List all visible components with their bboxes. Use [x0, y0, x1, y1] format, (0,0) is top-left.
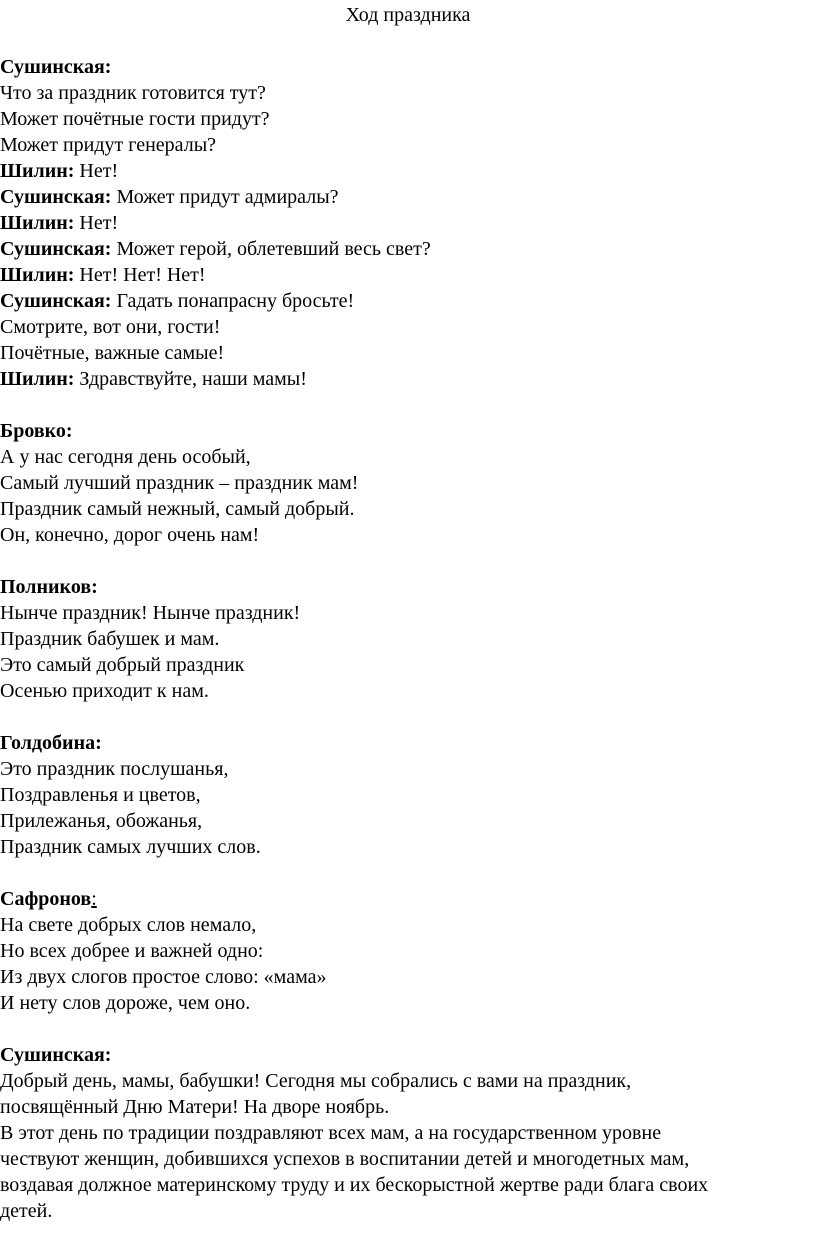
verse-line: Смотрите, вот они, гости! [0, 316, 221, 338]
dialogue-line [0, 236, 790, 262]
speaker-label: Шилин: [0, 368, 75, 390]
paragraph-gap [0, 704, 790, 730]
speaker-line [0, 886, 790, 912]
verse-line: Осенью приходит к нам. [0, 680, 209, 702]
speaker-label: Сушинская: [0, 1044, 112, 1066]
dialogue-text: Нет! [74, 212, 119, 234]
speaker-label: Шилин: [0, 264, 75, 286]
verse-line: Может придут генералы? [0, 134, 217, 156]
speaker-label: Голдобина: [0, 732, 102, 754]
paragraph-gap [0, 392, 790, 418]
verse-block-brovko [0, 418, 790, 548]
verse-line: Что за праздник готовится тут? [0, 82, 266, 104]
speaker-label: Сафронов [0, 888, 92, 910]
verse-block-goldobina [0, 730, 790, 860]
prose-line: чествуют женщин, добившихся успехов в воспитании детей и многодетных мам, [0, 1148, 690, 1170]
prose-block-sushinskaya [0, 1042, 790, 1224]
verse-line: Он, конечно, дорог очень нам! [0, 524, 260, 546]
speaker-label: Сушинская: [0, 56, 112, 78]
speaker-colon: : [91, 888, 97, 910]
verse-line: Праздник самый нежный, самый добрый. [0, 498, 355, 520]
paragraph-gap [0, 1016, 790, 1042]
verse-line: Это самый добрый праздник [0, 654, 245, 676]
verse-line: Нынче праздник! Нынче праздник! [0, 602, 301, 624]
verse-block-polnikov [0, 574, 790, 704]
document-body [0, 54, 790, 1224]
prose-line: Добрый день, мамы, бабушки! Сегодня мы собрались с вами на праздник, [0, 1070, 632, 1092]
verse-line: Почётные, важные самые! [0, 342, 225, 364]
prose-line: посвящённый Дню Матери! На дворе ноябрь. [0, 1096, 390, 1118]
speaker-label: Сушинская: [0, 290, 112, 312]
verse-line: Праздник бабушек и мам. [0, 628, 220, 650]
speaker-label: Шилин: [0, 160, 75, 182]
dialogue-line [0, 158, 790, 184]
dialogue-block [0, 54, 790, 392]
verse-line: Из двух слогов простое слово: «мама» [0, 966, 327, 988]
verse-line: Может почётные гости придут? [0, 108, 270, 130]
dialogue-line [0, 262, 790, 288]
dialogue-text: Здравствуйте, наши мамы! [74, 368, 307, 390]
dialogue-text: Может придут адмиралы? [111, 186, 339, 208]
prose-line: детей. [0, 1200, 53, 1222]
prose-line: В этот день по традиции поздравляют всех мам, а на государственном уровне [0, 1122, 662, 1144]
speaker-label: Бровко: [0, 420, 73, 442]
dialogue-line [0, 366, 790, 392]
speaker-label: Сушинская: [0, 186, 112, 208]
verse-line: Поздравленья и цветов, [0, 784, 201, 806]
dialogue-text: Нет! [74, 160, 119, 182]
paragraph-gap [0, 860, 790, 886]
dialogue-text: Может герой, облетевший весь свет? [111, 238, 431, 260]
verse-line: На свете добрых слов немало, [0, 914, 257, 936]
verse-line: Прилежанья, обожанья, [0, 810, 203, 832]
dialogue-line [0, 210, 790, 236]
speaker-label: Шилин: [0, 212, 75, 234]
verse-block-safronov [0, 886, 790, 1016]
verse-line: Это праздник послушанья, [0, 758, 229, 780]
verse-line: И нету слов дороже, чем оно. [0, 992, 251, 1014]
document-title: Ход праздника [345, 4, 471, 26]
paragraph-gap [0, 548, 790, 574]
prose-line: воздавая должное материнскому труду и их бескорыстной жертве ради блага своих [0, 1174, 709, 1196]
speaker-label: Сушинская: [0, 238, 112, 260]
dialogue-line [0, 184, 790, 210]
dialogue-line [0, 288, 790, 314]
verse-line: Праздник самых лучших слов. [0, 836, 261, 858]
dialogue-text: Гадать понапрасну бросьте! [111, 290, 355, 312]
speaker-label: Полников: [0, 576, 98, 598]
verse-line: А у нас сегодня день особый, [0, 446, 251, 468]
verse-line: Но всех добрее и важней одно: [0, 940, 264, 962]
dialogue-text: Нет! Нет! Нет! [74, 264, 206, 286]
verse-line: Самый лучший праздник – праздник мам! [0, 472, 359, 494]
